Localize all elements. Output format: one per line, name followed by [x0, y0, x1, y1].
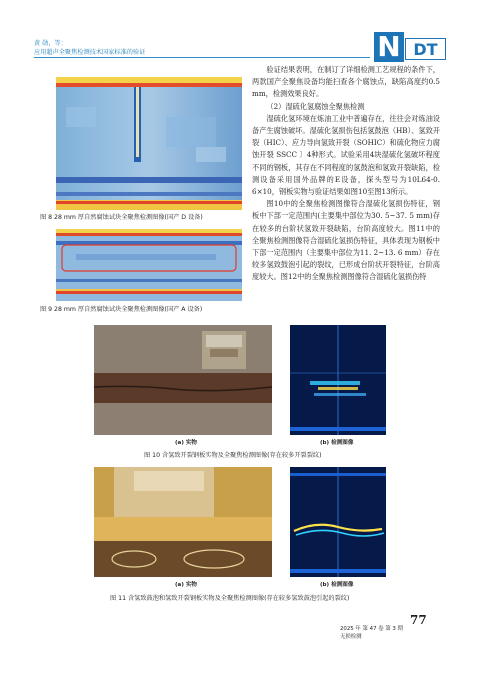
- figure-9-image: [56, 229, 242, 301]
- section-heading: （2）湿硫化氢腐蚀全聚焦检测: [266, 101, 365, 111]
- footer-issue: 2025 年 第 47 卷 第 3 期: [340, 626, 403, 632]
- fig11-sub-b: (b) 检测图像: [320, 582, 354, 588]
- journal-logo: [374, 32, 448, 62]
- figure-10a-photo: [94, 325, 272, 435]
- fig11-sub-a: (a) 实物: [175, 582, 198, 588]
- figure-9-caption: 图 9 28 mm 厚自然腐蚀试块全聚焦检测图像(国产 A 设备): [40, 306, 203, 313]
- fig10-sub-b: (b) 检测图像: [320, 440, 354, 446]
- fig10-sub-a: (a) 实物: [175, 440, 198, 446]
- fig11-tfm-image: [290, 467, 386, 577]
- fig11-specimen-photo: [94, 467, 272, 577]
- header-title: 应用超声全聚焦检测技术国家标准的验证: [34, 48, 146, 56]
- paragraph-2: 湿硫化氢环境在炼油工业中普遍存在，往往会对炼油设备产生腐蚀破坏。湿硫化氢损伤包括氢鼓泡（HB）、氢致开裂（HIC）、应力导向氢致开裂（SOHIC）和硫化物应力腐蚀开裂 SSCC 〕4种形式。试验采用4块湿硫化氢破坏程度不同的钢板，其存在不同程度的氢鼓泡和氢致开裂缺陷，检测设备采用国外品牌的E设备，探头型号为10L64-0. 6×10，钢板实物与验证结果如图10至图13所示。: [252, 113, 440, 197]
- body-column-right: [252, 64, 440, 284]
- figure-8-image: [56, 77, 242, 210]
- figure-11b-scan: [290, 467, 386, 577]
- running-header: [34, 40, 145, 57]
- fig9-tfm-scan: [56, 229, 242, 301]
- figure-8-caption: 图 8 28 mm 厚自然腐蚀试块全聚焦检测图像(国产 D 设备): [40, 214, 203, 221]
- logo-dt: DT: [405, 38, 446, 60]
- paragraph-1: 验证结果表明，在制订了详细检测工艺规程的条件下，两款国产全聚焦设备均能扫查各个腐蚀点，缺陷高度约0.5 mm，检测效果良好。: [252, 65, 440, 99]
- figure-10b-scan: [290, 325, 386, 435]
- fig8-tfm-scan: [56, 77, 242, 210]
- footer-journal: 无损检测: [340, 634, 362, 640]
- fig10-tfm-image: [290, 325, 386, 435]
- header-rule: [34, 57, 370, 58]
- logo-n: N: [374, 32, 404, 62]
- figure-10-caption: 图 10 含氢致开裂钢板实物及全聚焦检测图像(存在较多开裂裂纹): [144, 452, 322, 459]
- fig10-specimen-photo: [94, 325, 272, 435]
- header-authors: 黄 勋，等：: [34, 40, 67, 47]
- figure-11a-photo: [94, 467, 272, 577]
- page-number: 77: [410, 613, 427, 627]
- paragraph-3: 图10中的全聚焦检测图像符合湿硫化氢损伤特征，钢板中下部一定范围内(主要集中部位为30. 5~37. 5 mm)存在较多的台阶状氢致开裂缺陷，台阶高度较大。图11中的全聚焦检测图像符合湿硫化氢损伤特征，具体表现为钢板中下部一定范围内（主要集中部位为11. 2~13. 6 mm）存在较多氢致鼓泡引起的裂纹，已形成台阶状开裂特征，台阶高度较大。图12中的全聚焦检测图像符合湿硫化氢损伤特: [252, 199, 440, 282]
- figure-11-caption: 图 11 含氢致鼓泡和氢致开裂钢板实物及全聚焦检测图像(存在较多氢致鼓泡引起的裂纹): [110, 595, 350, 602]
